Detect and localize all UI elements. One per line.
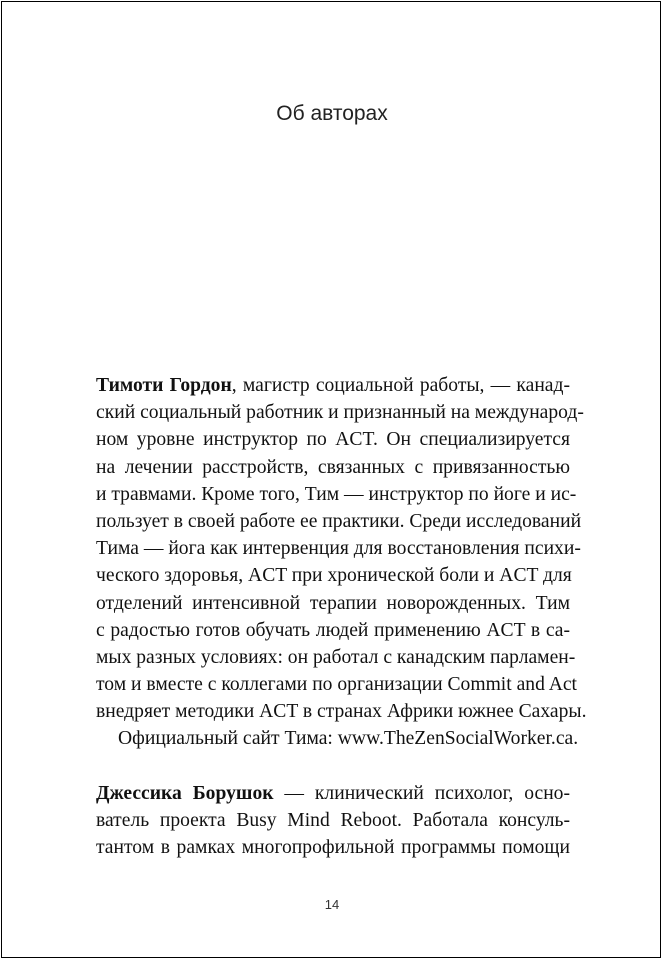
text-line: Джессика Борушок — клинический психолог, осно- xyxy=(96,783,570,804)
author-name: Джессика Борушок xyxy=(96,783,274,804)
author-bio-gordon xyxy=(96,372,587,753)
text-line: внедряет методики ACT в странах Африки южнее Сахары. xyxy=(96,701,587,723)
text-line: Тимоти Гордон, магистр социальной работы, — канад- xyxy=(96,375,570,396)
text-line: с радостью готов обучать людей применению ACT в са- xyxy=(96,619,570,641)
text-line: отделений интенсивной терапии новорожденных. Тим xyxy=(96,592,570,614)
text-line: Тима — йога как интервенция для восстановления психи- xyxy=(96,538,581,560)
text-line: ном уровне инструктор по ACT. Он специализируется xyxy=(96,429,570,451)
text-line: и травмами. Кроме того, Тим — инструктор по йоге и ис- xyxy=(96,483,577,505)
author-name: Тимоти Гордон xyxy=(96,375,232,396)
page-heading: Об авторах xyxy=(276,102,388,125)
text-line: том и вместе с коллегами по организации Commit and Act xyxy=(96,674,577,696)
text-line: пользует в своей работе ее практики. Среди исследований xyxy=(96,510,582,532)
author-bio-borushok xyxy=(96,780,570,862)
author-website: Официальный сайт Тима: www.TheZenSocialWorker.ca. xyxy=(118,728,579,750)
text-line: ческого здоровья, ACT при хронической боли и ACT для xyxy=(96,565,572,587)
text-line: ский социальный работник и признанный на международ- xyxy=(96,402,584,424)
text-line: тантом в рамках многопрофильной программы помощи xyxy=(96,837,570,859)
text-line: мых разных условиях: он работал с канадским парламен- xyxy=(96,646,576,668)
text-line: на лечении расстройств, связанных с привязанностью xyxy=(96,456,570,478)
text-line: ватель проекта Busy Mind Reboot. Работала консуль- xyxy=(96,810,570,832)
page-number: 14 xyxy=(324,897,340,912)
